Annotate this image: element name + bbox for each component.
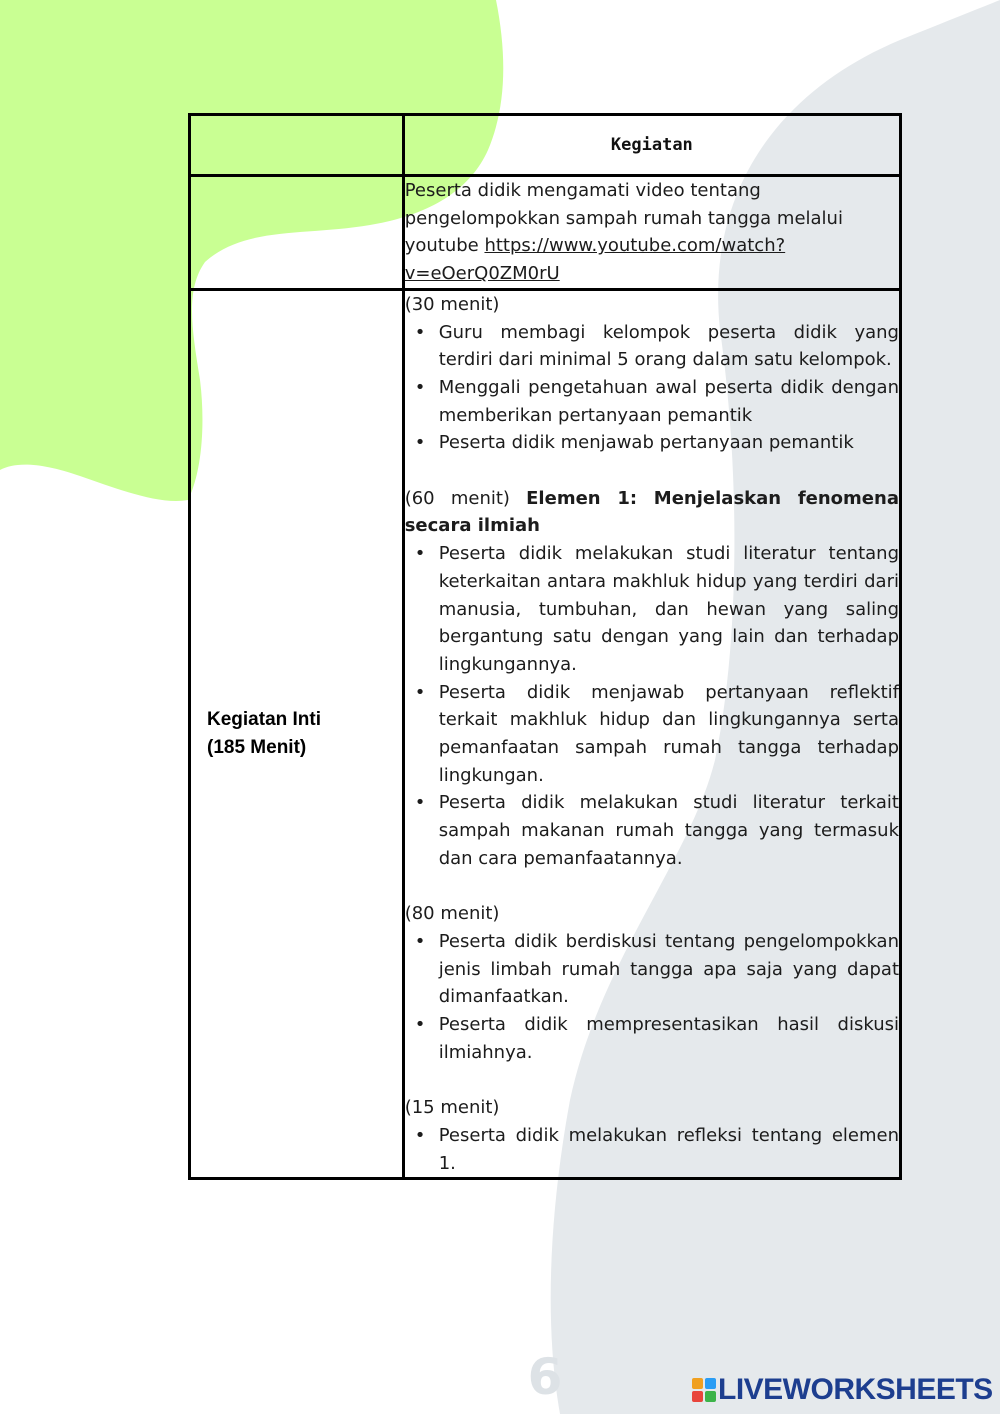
section-duration: (30 menit) xyxy=(404,293,500,315)
section-duration: (15 menit) xyxy=(404,1097,500,1119)
page-number: 6 xyxy=(527,1348,563,1406)
section-heading xyxy=(405,900,899,928)
youtube-video-link[interactable]: https://www.youtube.com/watch?v=eOerQ0ZM0rU xyxy=(404,235,786,285)
kegiatan-inti-label xyxy=(190,289,404,1178)
section-duration: (80 menit) xyxy=(404,903,500,925)
list-item: • Peserta didik menjawab pertanyaan reflektif terkait makhluk hidup dan lingkungannya serta pemanfaatan sampah rumah tangga terhadap lingkungan. xyxy=(405,679,899,790)
main-activity-cell xyxy=(403,289,900,1178)
intro-text: Peserta didik mengamati video tentang pengelompokkan sampah rumah tangga melalui youtube xyxy=(404,180,843,257)
bullet-list xyxy=(405,1122,899,1177)
kegiatan-inti-duration: (185 Menit) xyxy=(207,737,307,759)
section-heading xyxy=(405,291,899,319)
brand-name: LIVEWORKSHEETS xyxy=(718,1373,993,1406)
list-item: • Peserta didik melakukan studi literatur tentang keterkaitan antara makhluk hidup yang terdiri dari manusia, tumbuhan, dan hewan yang saling bergantung satu dengan yang lain dan terhadap lingkungannya. xyxy=(405,540,899,679)
kegiatan-inti-title: Kegiatan Inti xyxy=(207,709,322,731)
bullet-list xyxy=(405,540,899,872)
liveworksheets-logo-icon xyxy=(692,1378,716,1402)
section-duration: (60 menit) xyxy=(404,487,510,509)
intro-activity-cell xyxy=(403,176,900,290)
section-15-menit xyxy=(405,1094,899,1177)
bullet-list xyxy=(405,319,899,458)
bullet-list xyxy=(405,928,899,1067)
lesson-activity-table xyxy=(188,113,902,1180)
list-item: • Guru membagi kelompok peserta didik yang terdiri dari minimal 5 orang dalam satu kelompok. xyxy=(405,319,899,374)
intro-left-cell xyxy=(190,176,404,290)
elemen-1-heading: Elemen 1: Menjelaskan fenomena secara ilmiah xyxy=(404,487,899,537)
liveworksheets-brand[interactable] xyxy=(692,1370,993,1410)
header-kegiatan-cell: Kegiatan xyxy=(403,115,900,176)
section-60-menit xyxy=(405,485,899,873)
list-item: • Menggali pengetahuan awal peserta didik dengan memberikan pertanyaan pemantik xyxy=(405,374,899,429)
main-activity-row xyxy=(190,289,901,1178)
header-left-cell xyxy=(190,115,404,176)
list-item: • Peserta didik melakukan refleksi tentang elemen 1. xyxy=(405,1122,899,1177)
section-heading xyxy=(405,485,899,540)
list-item: • Peserta didik menjawab pertanyaan pemantik xyxy=(405,429,899,457)
section-30-menit xyxy=(405,291,899,457)
list-item: • Peserta didik melakukan studi literatur terkait sampah makanan rumah tangga yang termasuk dan cara pemanfaatannya. xyxy=(405,789,899,872)
intro-row xyxy=(190,176,901,290)
list-item: • Peserta didik mempresentasikan hasil diskusi ilmiahnya. xyxy=(405,1011,899,1066)
section-heading xyxy=(405,1094,899,1122)
section-80-menit xyxy=(405,900,899,1066)
table-header-row xyxy=(190,115,901,176)
list-item: • Peserta didik berdiskusi tentang pengelompokkan jenis limbah rumah tangga apa saja yang dapat dimanfaatkan. xyxy=(405,928,899,1011)
